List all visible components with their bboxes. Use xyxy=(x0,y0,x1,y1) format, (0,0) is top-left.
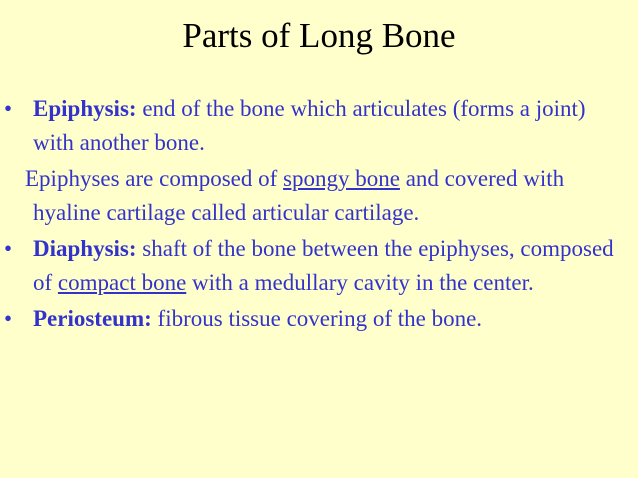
epiphyses-detail-before: Epiphyses are composed of xyxy=(25,166,284,191)
term-periosteum: Periosteum: xyxy=(33,306,152,331)
epiphyses-detail-after: and covered with hyaline cartilage called articular cartilage. xyxy=(33,166,565,225)
slide-content xyxy=(0,92,638,338)
bullet-dot-icon: • xyxy=(4,96,13,121)
bullet-epiphysis xyxy=(0,92,638,160)
slide-title: Parts of Long Bone xyxy=(182,16,456,55)
bullet-diaphysis xyxy=(0,232,638,300)
definition-periosteum: fibrous tissue covering of the bone. xyxy=(151,306,483,331)
definition-epiphysis: end of the bone which articulates (forms a joint) with another bone. xyxy=(33,96,586,155)
compact-bone-link[interactable]: compact bone xyxy=(57,270,187,295)
spongy-bone-link[interactable]: spongy bone xyxy=(283,166,400,191)
definition-diaphysis-after: with a medullary cavity in the center. xyxy=(186,270,534,295)
bullet-dot-icon: • xyxy=(4,236,13,261)
epiphyses-detail xyxy=(0,162,638,230)
term-diaphysis: Diaphysis: xyxy=(33,236,137,261)
bullet-periosteum xyxy=(0,302,638,336)
bullet-dot-icon: • xyxy=(4,306,13,331)
term-epiphysis: Epiphysis: xyxy=(33,96,137,121)
definition-diaphysis-before: shaft of the bone between the epiphyses, composed of xyxy=(33,236,614,295)
